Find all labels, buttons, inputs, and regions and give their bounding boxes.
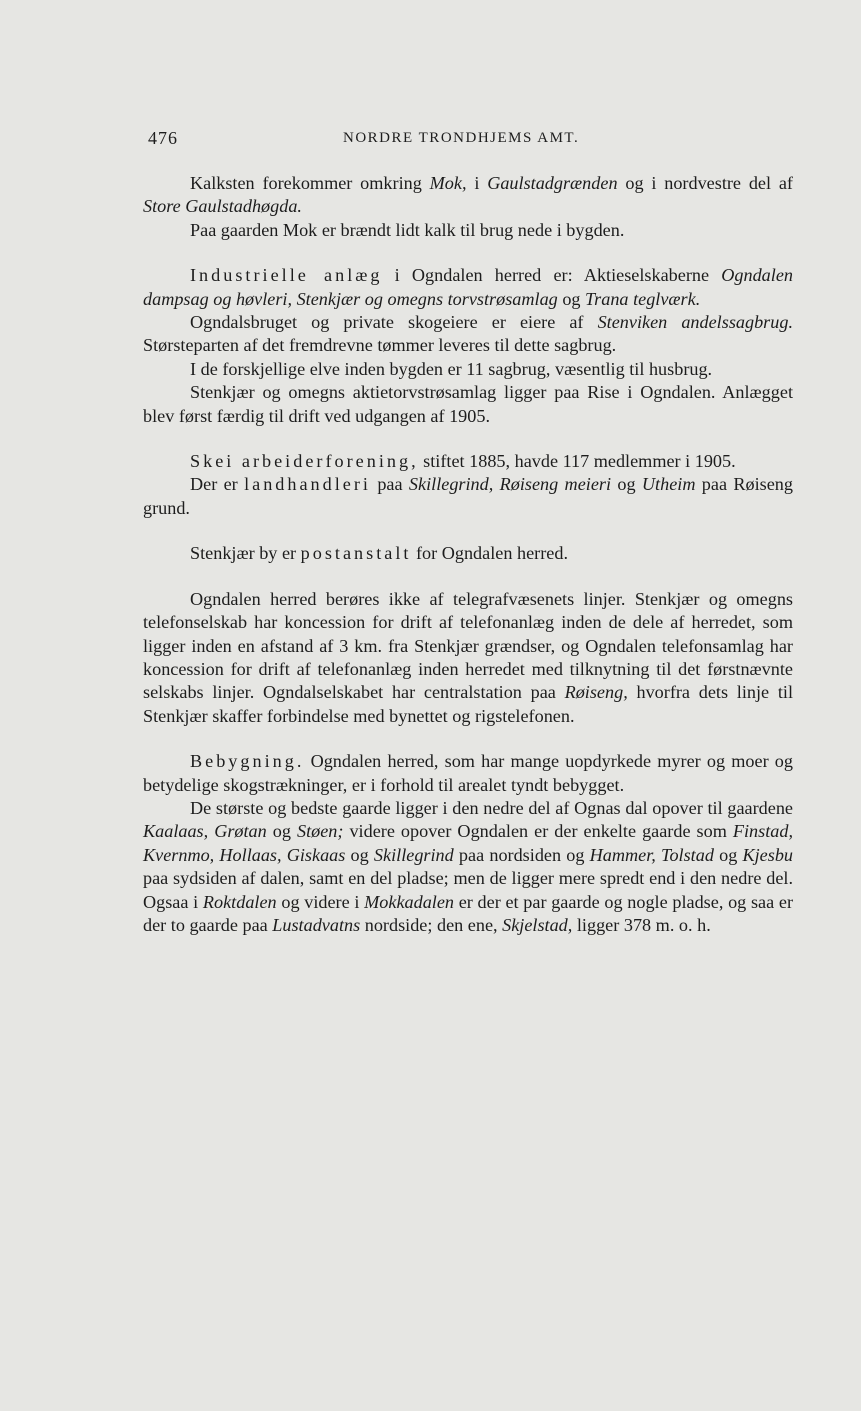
text-run: Ogndalen herred berøres ikke af telegrafvæsenets linjer. Stenkjær og omegns telefonselskab har koncession for drift af telefonanlæg inden de dele af herredet, som ligger inden en afstand af 3 km. fra Stenkjær grændser, og Ogndalen telefonsamlag har koncession for drift af telefonanlæg inden herredet med tilknytning til det førstnævnte selskabs linjer. Ogndalselskabet har centralstation paa bbox=[143, 588, 793, 703]
text-run: og bbox=[557, 288, 586, 309]
text-run: paa nordsiden og bbox=[453, 844, 590, 865]
paragraph bbox=[143, 381, 793, 428]
page-number: 476 bbox=[148, 128, 178, 148]
italic-text: Utheim bbox=[641, 474, 696, 495]
text-run: og bbox=[611, 474, 642, 495]
italic-text: Støen; bbox=[296, 821, 344, 842]
text-run: Ogndalsbruget og private skogeiere er eiere af bbox=[190, 312, 598, 333]
italic-text: Skjelstad, bbox=[502, 914, 573, 935]
text-run: De største og bedste gaarde ligger i den nedre del af Ognas dal opover til gaardene bbox=[190, 797, 793, 818]
spaced-heading-text: landhandleri bbox=[244, 474, 371, 495]
paragraph bbox=[143, 542, 793, 565]
paragraph bbox=[143, 750, 793, 797]
italic-text: Lustadvatns bbox=[272, 914, 361, 935]
text-run: Stenkjær og omegns aktietorvstrøsamlag ligger paa Rise i Ogndalen. Anlægget blev først færdig til drift ved udgangen af 1905. bbox=[143, 382, 793, 426]
running-title: NORDRE TRONDHJEMS AMT. bbox=[343, 130, 580, 146]
text-run: Paa gaarden Mok er brændt lidt kalk til brug nede i bygden. bbox=[190, 219, 625, 240]
page-header bbox=[148, 128, 788, 154]
text-run: ligger 378 m. o. h. bbox=[572, 914, 711, 935]
text-run: for Ogndalen herred. bbox=[411, 543, 568, 564]
italic-text: Trana teglværk. bbox=[585, 288, 701, 309]
italic-text: Gaulstadgrænden bbox=[487, 173, 618, 193]
text-run: i Ogndalen herred er: Aktieselskaberne bbox=[382, 265, 722, 286]
spaced-heading-text: Bebygning. bbox=[190, 751, 305, 772]
text-run: Ogndalen herred, som har mange uopdyrkede myrer og moer og betydelige skogstrækninger, er i forhold til arealet tyndt bebygget. bbox=[143, 751, 793, 795]
text-run: og bbox=[713, 844, 743, 865]
text-run: stiftet 1885, havde 117 medlemmer i 1905. bbox=[418, 451, 736, 472]
spaced-heading-text: postanstalt bbox=[300, 543, 412, 564]
italic-text: Hammer, Tolstad bbox=[589, 844, 714, 865]
paragraph bbox=[143, 473, 793, 520]
text-run: Stenkjær by er bbox=[190, 543, 301, 564]
italic-text: Finstad, Kvernmo, Hollaas, Giskaas bbox=[143, 821, 793, 865]
text-run: Størsteparten af det fremdrevne tømmer leveres til dette sagbrug. bbox=[143, 335, 617, 356]
text-run: Kalksten forekommer omkring bbox=[190, 173, 430, 193]
italic-text: Mokkadalen bbox=[364, 891, 455, 912]
text-run: hvorfra dets linje til Stenkjær skaffer forbindelse med bynettet og rigstelefonen. bbox=[143, 682, 793, 726]
text-run: og bbox=[345, 844, 374, 865]
spaced-heading-text: Industrielle anlæg bbox=[190, 265, 383, 286]
italic-text: Stenviken andelssagbrug. bbox=[597, 312, 793, 333]
italic-text: Skillegrind bbox=[373, 844, 454, 865]
text-run: I de forskjellige elve inden bygden er 11 sagbrug, væsentlig til husbrug. bbox=[190, 358, 713, 379]
text-run: og i nordvestre del af bbox=[617, 173, 793, 193]
text-run: er der et par gaarde og nogle pladse, og saa er der to gaarde paa bbox=[143, 891, 794, 935]
italic-text: Røiseng, bbox=[564, 682, 628, 703]
paragraph bbox=[143, 358, 793, 381]
paragraph bbox=[143, 264, 793, 311]
paragraph bbox=[143, 311, 793, 358]
italic-text: Store Gaulstadhøgda. bbox=[143, 196, 302, 217]
italic-text: Skillegrind, Røiseng meieri bbox=[408, 474, 612, 495]
text-run: Der er bbox=[190, 474, 245, 495]
text-run: nordside; den ene, bbox=[360, 914, 503, 935]
italic-text: Kaalaas, Grøtan bbox=[143, 821, 267, 842]
paragraph bbox=[143, 172, 793, 219]
body-text bbox=[143, 172, 793, 937]
spaced-heading-text: Skei arbeiderforening, bbox=[190, 451, 419, 472]
text-run: videre opover Ogndalen er der enkelte gaarde som bbox=[343, 821, 733, 842]
paragraph bbox=[143, 219, 793, 242]
text-run: i bbox=[466, 173, 488, 193]
paragraph bbox=[143, 450, 793, 473]
italic-text: Ogndalen dampsag og høvleri, Stenkjær og omegns torvstrøsamlag bbox=[143, 265, 793, 309]
paragraph bbox=[143, 797, 793, 937]
text-run: paa bbox=[370, 474, 409, 495]
text-run: og bbox=[266, 821, 297, 842]
paragraph bbox=[143, 588, 793, 728]
italic-text: Mok, bbox=[429, 173, 467, 193]
text-run: paa sydsiden af dalen, samt en del pladse; men de ligger mere spredt end i den nedre del. Ogsaa i bbox=[143, 868, 793, 912]
italic-text: Kjesbu bbox=[742, 844, 794, 865]
italic-text: Roktdalen bbox=[202, 891, 277, 912]
text-run: paa Røiseng grund. bbox=[143, 474, 793, 518]
text-run: og videre i bbox=[276, 891, 365, 912]
